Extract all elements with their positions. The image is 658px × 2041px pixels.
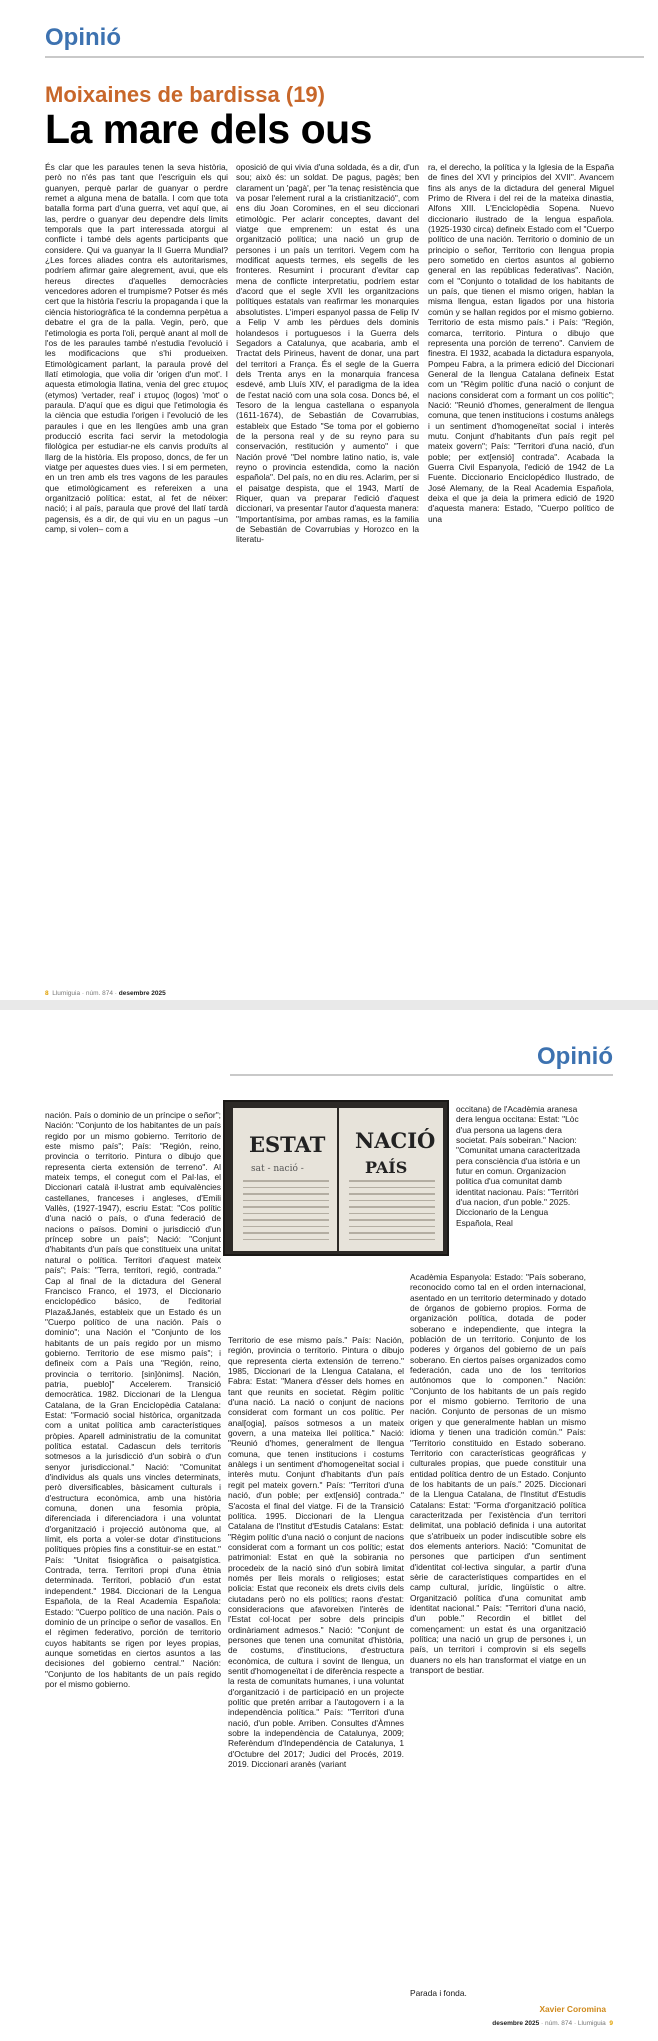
issue-number: núm. 874 [85,990,113,997]
issue-number: núm. 874 [545,2020,573,2027]
column-text: Territorio de ese mismo país." País: Nación, región, provincia o territorio. Pintura o dibujo que representa cierta extensión de terreno." 1985, Diccionari de la Llengua Catalana, el Fabra: Estat: "Manera d'ésser dels homes en tant que reunits en societat. Règim polític d'una nació. La nació o conjunt de nacions considerat com formant un cos polític. Per anal[ogia], països sotmesos a un mateix govern, a una mateixa llei política." Nació: "Reunió d'homes, generalment de llengua comuna, que tenen institucions i costums anàlegs i un sentiment d'homogeneïtat social i interès mutu. Conjunt d'habitants d'un país regit pel mateix govern." País: "Territori d'una nació, d'un poble; per ext[ensió] contrada." S'acosta el final del viatge. Fi de la Transició política. 1995. Diccionari de la Llengua Catalana de l'Institut d'Estudis Catalans: Estat: "Règim polític d'una nació o conjunt de nacions considerat com a formant un cos polític; estat patrimonial: Estat en què la sobirania no procedeix de la nació sinó d'un sobirà limitat només per lleis morals o religioses; estat policia: Estat que reconeix els drets civils dels ciutadans però no els polítics; raons d'estat: consideracions que afavoreixen l'interès de l'Estat col·locat per sobre dels principis ordinàriament admesos." Nació: "Conjunt de persones que tenen una comunitat d'història, de costums, d'institucions, d'estructura econòmica, de cultura i sovint de llengua, un sentit d'homogeneïtat i de diferència respecte a la resta de comunitats humanes, i una voluntat d'organització i de participació en un projecte polític que pretén arribar a l'autogovern i a la independència política." País: "Territori d'una nació, d'un poble. Arriben. Consultes d'Àmnes sobre la independència de Catalunya, 2009; Referèndum d'Independència de Catalunya, 1 d'Octubre del 2017; Judici del Procés, 2019. 2019. Diccionari aranès (variant [228,1335,404,1770]
article-column-3-top [456,1104,586,1274]
page-9 [0,1010,658,2041]
dictionary-text-lines [349,1180,435,1245]
dictionary-text-lines [243,1180,329,1245]
page-footer: desembre 2025 · núm. 874 · Llumiguia 9 [492,2020,613,2027]
article-column-3 [428,162,614,762]
column-text: occitana) de l'Acadèmia aranesa dera lengua occitana: Estat: "Lòc d'ua persona ua lagens dera societat. País sobeiran." Nacion: "Comunitat umana caracteritzada pera consciència d'ua istòria e un futur en comun. Organizacion politica d'ua comunitat damb identitat nacionau. País: "Territòri d'ua nacion, d'un poble." 2025. Diccionario de la Lengua Española, Real [456,1104,581,1228]
article-column-1 [45,1110,221,2030]
author-name: Xavier Coromina [539,2004,606,2014]
page-separator [0,1000,658,1010]
issue-date: desembre 2025 [492,2020,540,2027]
section-title: Opinió [45,24,121,51]
article-headline: La mare dels ous [45,106,372,152]
column-text: nación. País o dominio de un príncipe o señor"; Nación: "Conjunto de los habitantes de un país regido por un mismo gobierno. Territorio de este mismo país"; País: "Región, reino, provincia o territorio. Pintura o dibujo que representa cierta extensión de terreno". Al mateix temps, el conegut com el Pal·las, el Diccionari català il·lustrat amb equivalències castellanes, franceses i angleses, d'Emili Vallès, (1927-1947), escriu Estat: "Cos polític d'una nació o país, o d'una federació de nacions o països. Domini o jurisdicció d'un príncep sobre un país"; Nació: "Conjunt d'habitants d'un país que constitueix una unitat natural o política. Territori d'aquest mateix país"; País: "Terra, territori, regió, contrada." Cap al final de la dictadura del General Francisco Franco, el 1973, el Diccionario enciclopédico básico, de l'editorial Plaza&Janés, estableix que un Estado és un "Cuerpo político de una nación. País o dominio"; una Nación el "Conjunto de los habitants de un país regido por un mismo gobierno. Territorio de ese mismo país"; i defineix com a País una "Región, reino, provincia o territorio. [sin]ònims]. Nación, patria, pueblo]" Accelerem. Transició democràtica. 1982. Diccionari de la Llengua Catalana, de la Gran Enciclopèdia Catalana: Estat: "Formació social històrica, organitzada com a unitat política amb característiques pròpies. Aparell administratiu de la comunitat política estatal. Cadascun dels territoris sotmesos a la jurisdicció d'un sobirà o d'un senyor jurisdiccional." Nació: "Comunitat d'individus als quals uns vincles determinats, però diversificables, bàsicament culturals i d'estructura econòmica, amb una història comuna, donen una fesomia pròpia, diferenciada i diferenciadora i una voluntat d'organització i projecció autònoma que, al límit, els porta a voler-se dotar d'institucions polítiques pròpies fins a constituir-se en estat." País: "Unitat fisiogràfica o paisatgística. Contrada, terra. Territori propi d'una ètnia determinada. Territori, població d'un estat independent." 1984. Diccionari de la Lengua Española, de la Real Academia Española: Estado: "Cuerpo político de una nación. País o dominio de un príncipe o señor de vasallos. En el règimen federativo, porción de territorio cuyos habitants se rigen por leyes propias, aunque sometidas en ciertos asuntos a las decisiones del gobierno central." Nación: "Conjunto de los habitants de un país regido por el mismo gobierno. [45,1110,221,1689]
dictionary-page-right [339,1108,443,1251]
word-estat: ESTAT [249,1132,326,1157]
publication-name: Llumiguia [577,2020,606,2027]
section-rule [230,1074,613,1076]
article-column-2 [228,1335,404,2035]
article-series: Moixaines de bardissa (19) [45,82,325,107]
section-title: Opinió [537,1043,613,1070]
publication-name: Llumiguia [52,990,81,997]
column-text: ra, el derecho, la política y la Iglesia de la España de fines del XVI y principios del XVII". Avancem fins als anys de la dictadura del general Miguel Primo de Rivera i del rei de la mateixa dinastia, Alfons XIII. L'Enciclopèdia Sopena. Nuevo diccionario ilustrado de la lengua española. (1925-1930 circa) defineix Estado com el "Cuerpo político de una nación. Territorio o dominio de un principio o señor, Territorio con llengua propia pero sometido en ciertos asuntos al gobierno general en las repúblicas federativas". Nación, com el "Conjunto o totalidad de los habitants de un país, que tienen el mismo origen, hablan la misma llengua, estan ligados por una historia común y se hallan regidos por el mismo gobierno. Territorio de esta mismo país." i País: "Región, comarca, territorio. Pintura o dibujo que representa una porción de terreno". Canviem de finestra. El 1932, acabada la dictadura espanyola, Pompeu Fabra, a la primera edició del Diccionari General de la llengua Catalana defineix Estat com un "Règim polític d'una nació o conjunt de nacions considerat com a formant un cos polític"; Nació: "Reunió d'homes, generalment de llengua comuna, que tenen institucions i costums anàlegs i un sentiment d'homogeneïtat social i interès mutu. Conjunt d'habitants d'un país regit pel mateix govern"; País: "Territori d'una nació, d'un poble; per ext[ensió] contrada". Acabada la Guerra Civil Espanyola, l'edició de 1942 de La Fuente. Diccionario Enciclopédico Ilustrado, de José Alemany, de la Real Academia Española, deixa el que ja deia la primera edició de 1920 d'aquesta manera: Estado, "Cuerpo político de una [428,162,614,524]
column-text: oposició de qui vivia d'una soldada, és a dir, d'un sou; això és: un soldat. De pagus, pagès; ben clarament un 'pagà', per "la tenaç resistència que va posar l'element rural a la cristianització", com ens diu Joan Coromines, en el seu diccionari etimològic. Per aclarir conceptes, davant del viatge que emprenem: un estat és una organització política; una nació un grup de persones i un país un territori. Vegem com ha modificat aquests termes, els segells de les fronteres. Resumint i procurant d'evitar cap mena de conflicte interpretatiu, podríem estar d'acord que el segle XVII les organitzacions polítiques estatals van reafirmar les monarquies absolutistes. L'imperi espanyol passa de Felip IV a Felip V amb les pèrdues dels dominis holandesos i portuguesos i la Guerra dels Segadors a Catalunya, que acabaria, amb el Tractat dels Pirineus, havent de donar, una part del territori a França. És el segle de la Guerra dels Trenta anys en la monarquia francesa esdevé, amb Lluís XIV, el paradigma de la idea de l'estat nació com una sola cosa. Doncs bé, el Tesoro de la lengua castellana o espanyola (1611-1674), de Sebastián de Covarrubias, estableix que Estado "Se toma por el gobierno de la persona real y de su reyno para su conservación, restitución y aumento" i que Nación prové "Del nombre latino natio, is, vale reyno o provincia estendida, como la nación española". Del país, no en diu res. Aclarim, per si el paisatge despista, que el 1943, Martí de Riquer, quan va preparar l'edició d'aquest diccionari, va presentar l'autor d'aquesta manera: "Importantísima, por ambas ramas, es la familia de Sebastián de Covarrubias y Horozco en la literatu- [236,162,419,545]
article-column-1 [45,162,228,762]
dictionary-page-left [233,1108,337,1251]
signoff: Parada i fonda. [410,1988,467,1998]
dictionary-photo [223,1100,449,1256]
page-number: 9 [609,2020,613,2027]
issue-date: desembre 2025 [118,990,166,997]
section-rule [45,56,644,58]
dictionary-subtitle: sat - nació - [251,1164,304,1174]
word-nacio: NACIÓ [355,1128,436,1153]
word-pais: PAÍS [365,1158,408,1177]
column-text: Acadèmia Espanyola: Estado: "País soberano, reconocido como tal en el orden internacional, asentado en un territorio determinado y dotado de órganos de gobierno propios. Forma de organización política, dotada de poder soberano e independiente, que integra la población de un territorio. Conjunto de los poderes y órganos del gobierno de un país soberano. En ciertos países organizados como federación, cada uno de los territorios autónomos que lo componen." Nación: "Conjunto de los habitants de un país regido por el mismo gobierno. Territorio de una nación. Conjunto de personas de un mismo origen y que generalmente hablan un mismo idioma y tienen una tradición común." País: "Territorio constituido en Estado soberano. Territorio con características geográficas y culturales propias, que puede constituir una entidad política dentro de un Estado. Conjunto de los habitants de un país." 2025. Diccionari de la Llengua Catalana, de l'Institut d'Estudis Catalans: Estat: "Forma d'organització política caracteritzada per l'existència d'un territori delimitat, una població definida i una autoritat que s'atribueix un poder indiscutible sobre els dos elements anteriors. Nació: "Comunitat de persones que participen d'un sentiment d'identitat col·lectiva singular, a partir d'una sèrie de característiques compartides en el camp cultural, jurídic, lingüístic o altre. Organització política d'una comunitat amb identitat nacional." País: "Territori d'una nació, d'un poble." Recordin el bitllet del començament: un estat és una organització política; una nació un grup de persones i, un país, un territori i comprovin si els segells duaners no els han transformat el viatge en un transport de bestiar. [410,1272,586,1676]
page-8 [0,0,658,1010]
page-number: 8 [45,990,49,997]
column-text: És clar que les paraules tenen la seva història, però no n'és pas tant que l'escriguin els qui guanyen, perquè parlar de guanyar o perdre remet a alguna mena de batalla. I com que tota batalla forma part d'una guerra, vet aquí que, ai las, perdre o guanyar deu dependre dels límits temporals que la part interessada atorgui al conflicte i també dels agents participants que considere. Qui va guanyar la II Guerra Mundial? ¿Les forces aliades contra els autoritarismes, podríem afirmar gaire alegrement, avui, que els hereus directes d'aquelles democràcies vencedores adoren el trumpisme? Potser és més cert que la història l'escriu la propaganda i que la ciència historiogràfica té la condemna perpètua a debatre el gra de la palla. Vegin, però, que l'etimologia es porta l'oli, perquè anant al moll de l'os de les paraules també n'estudia l'evolució i les modificacions que s'hi produeixen. Etimològicament parlant, la paraula prové del llatí etimologia, que volia dir 'origen d'un mot'. I aquesta etimologia llatina, venia del grec ετυμος (etymos) 'vertader, real' i ετυμος (logos) 'mot' o paraula. D'aquí que es digui que l'etimologia és la ciència que estudia l'origen i l'evolució de les paraules i que en les llengües amb una gran producció escrita faci servir la metodologia filològica per estudiar-ne els canvis produïts al llarg de la història. Els proposo, doncs, de fer un viatge per aquestes dues vies. I si em permeten, en un tren amb els tres vagons de les paraules que etimològicament es refereixen a una organització política: estat, al fet de néixer: nació; i al país, paraula que prové del llatí tardà pagensis, és a dir, de qui viu en un pagus –un camp, si volen– com a [45,162,228,535]
article-column-2 [236,162,419,762]
page-footer: 8 Llumiguia · núm. 874 · desembre 2025 [45,990,166,997]
article-column-3 [410,1272,586,1992]
